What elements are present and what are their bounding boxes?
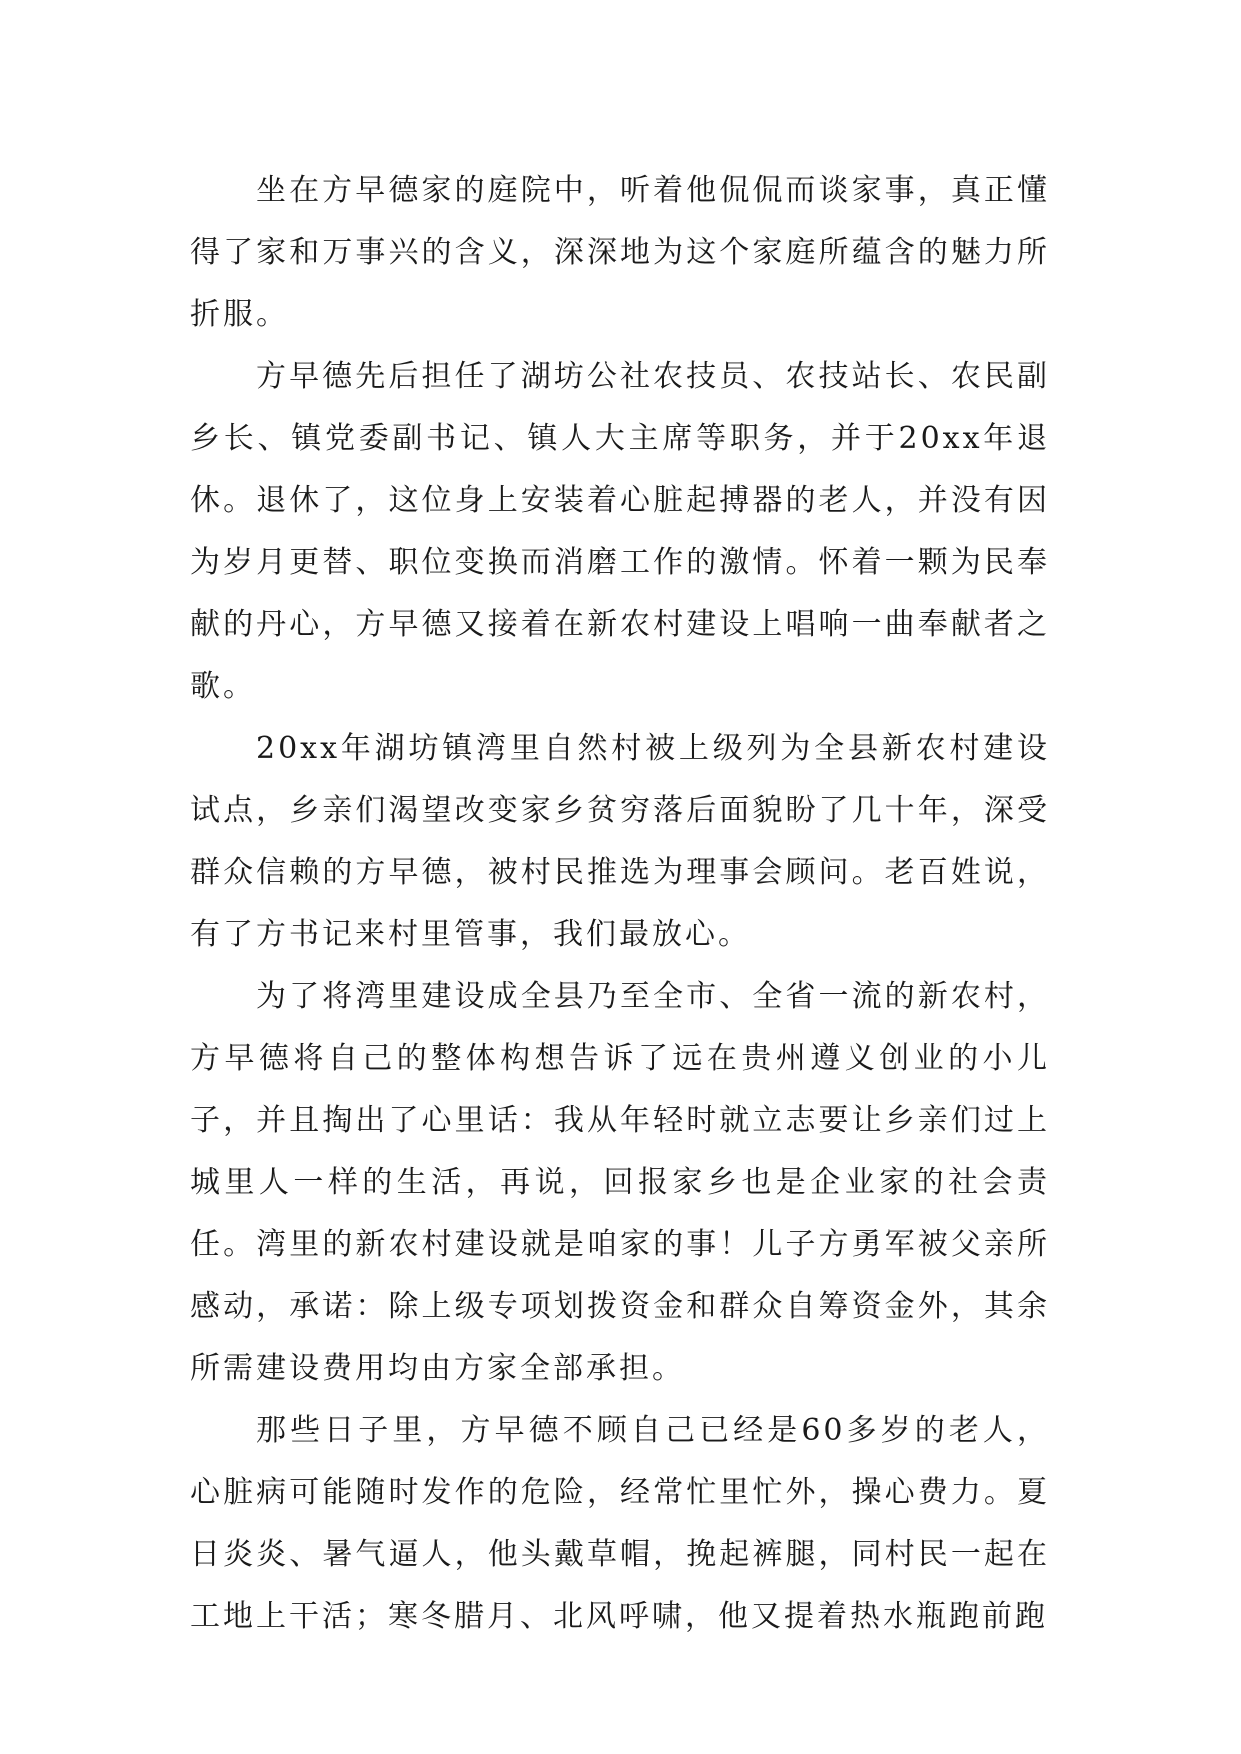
- paragraph-4: 为了将湾里建设成全县乃至全市、全省一流的新农村，方早德将自己的整体构想告诉了远在贵州遵义创业的小儿子，并且掏出了心里话：我从年轻时就立志要让乡亲们过上城里人一样的生活，再说，回报家乡也是企业家的社会责任。湾里的新农村建设就是咱家的事！儿子方勇军被父亲所感动，承诺：除上级专项划拨资金和群众自筹资金外，其余所需建设费用均由方家全部承担。: [190, 979, 1050, 1386]
- paragraph-3: 20xx年湖坊镇湾里自然村被上级列为全县新农村建设试点，乡亲们渴望改变家乡贫穷落后面貌盼了几十年，深受群众信赖的方早德，被村民推选为理事会顾问。老百姓说，有了方书记来村里管事，我们最放心。: [190, 731, 1050, 952]
- paragraph-2: 方早德先后担任了湖坊公社农技员、农技站长、农民副乡长、镇党委副书记、镇人大主席等职务，并于20xx年退休。退休了，这位身上安装着心脏起搏器的老人，并没有因为岁月更替、职位变换而消磨工作的激情。怀着一颗为民奉献的丹心，方早德又接着在新农村建设上唱响一曲奉献者之歌。: [190, 359, 1050, 704]
- paragraph-5: 那些日子里，方早德不顾自己已经是60多岁的老人，心脏病可能随时发作的危险，经常忙里忙外，操心费力。夏日炎炎、暑气逼人，他头戴草帽，挽起裤腿，同村民一起在工地上干活；寒冬腊月、北风呼啸，他又提着热水瓶跑前跑: [190, 1413, 1050, 1634]
- document-body: [190, 160, 1050, 1648]
- paragraph-1: 坐在方早德家的庭院中，听着他侃侃而谈家事，真正懂得了家和万事兴的含义，深深地为这个家庭所蕴含的魅力所折服。: [190, 173, 1050, 332]
